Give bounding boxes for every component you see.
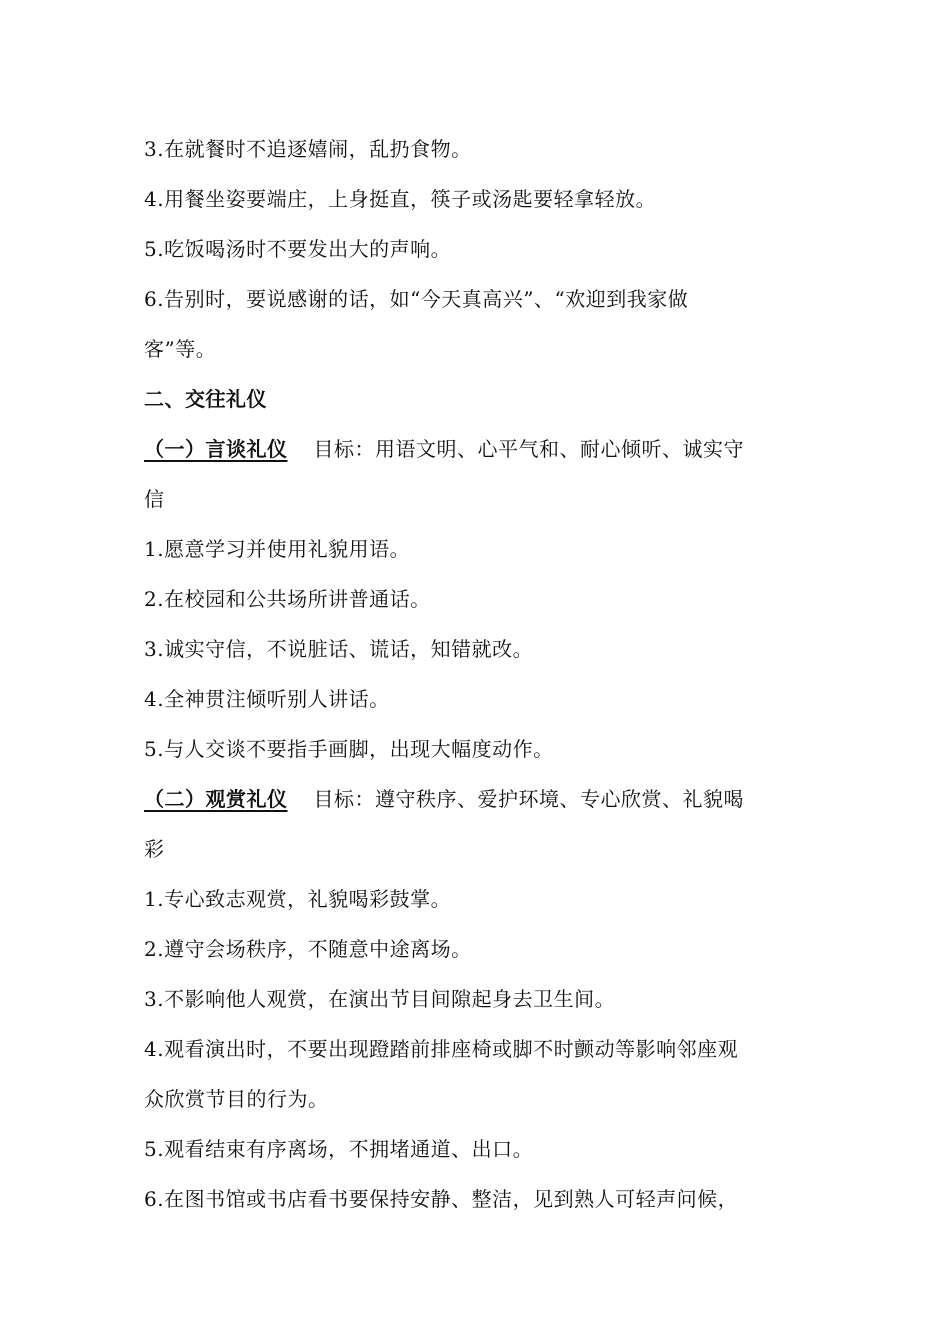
speech-item-2: 2.在校园和公共场所讲普通话。 — [144, 587, 431, 611]
speech-item-4: 4.全神贯注倾听别人讲话。 — [144, 687, 390, 711]
viewing-item-4-line1: 4.观看演出时，不要出现蹬踏前排座椅或脚不时颤动等影响邻座观 — [144, 1037, 739, 1061]
speech-item-1: 1.愿意学习并使用礼貌用语。 — [144, 537, 411, 561]
rule-item-4: 4.用餐坐姿要端庄，上身挺直，筷子或汤匙要轻拿轻放。 — [144, 187, 657, 211]
viewing-item-5: 5.观看结束有序离场，不拥堵通道、出口。 — [144, 1137, 534, 1161]
document-page — [144, 124, 808, 1224]
subsection-2-title: （二）观赏礼仪 — [144, 787, 288, 811]
speech-item-5: 5.与人交谈不要指手画脚，出现大幅度动作。 — [144, 737, 554, 761]
speech-item-3: 3.诚实守信，不说脏话、谎话，知错就改。 — [144, 637, 534, 661]
section-heading: 二、交往礼仪 — [144, 387, 267, 411]
subsection-1-goal-cont: 信 — [144, 487, 165, 511]
subsection-2-goal: 目标：遵守秩序、爱护环境、专心欣赏、礼貌喝 — [313, 787, 744, 811]
viewing-item-3: 3.不影响他人观赏，在演出节目间隙起身去卫生间。 — [144, 987, 616, 1011]
subsection-1-title: （一）言谈礼仪 — [144, 437, 288, 461]
rule-item-6-line1: 6.告别时，要说感谢的话，如“今天真高兴”、“欢迎到我家做 — [144, 287, 689, 311]
viewing-item-2: 2.遵守会场秩序，不随意中途离场。 — [144, 937, 472, 961]
subsection-1-header — [144, 424, 808, 474]
rule-item-6-line2: 客”等。 — [144, 337, 217, 361]
subsection-1-goal: 目标：用语文明、心平气和、耐心倾听、诚实守 — [313, 437, 744, 461]
rule-item-5: 5.吃饭喝汤时不要发出大的声响。 — [144, 237, 452, 261]
viewing-item-4-line2: 众欣赏节目的行为。 — [144, 1087, 329, 1111]
viewing-item-6-line1: 6.在图书馆或书店看书要保持安静、整洁，见到熟人可轻声问候， — [144, 1187, 739, 1211]
subsection-2-goal-cont: 彩 — [144, 837, 165, 861]
rule-item-3: 3.在就餐时不追逐嬉闹，乱扔食物。 — [144, 137, 472, 161]
subsection-2-header — [144, 774, 808, 824]
viewing-item-1: 1.专心致志观赏，礼貌喝彩鼓掌。 — [144, 887, 452, 911]
